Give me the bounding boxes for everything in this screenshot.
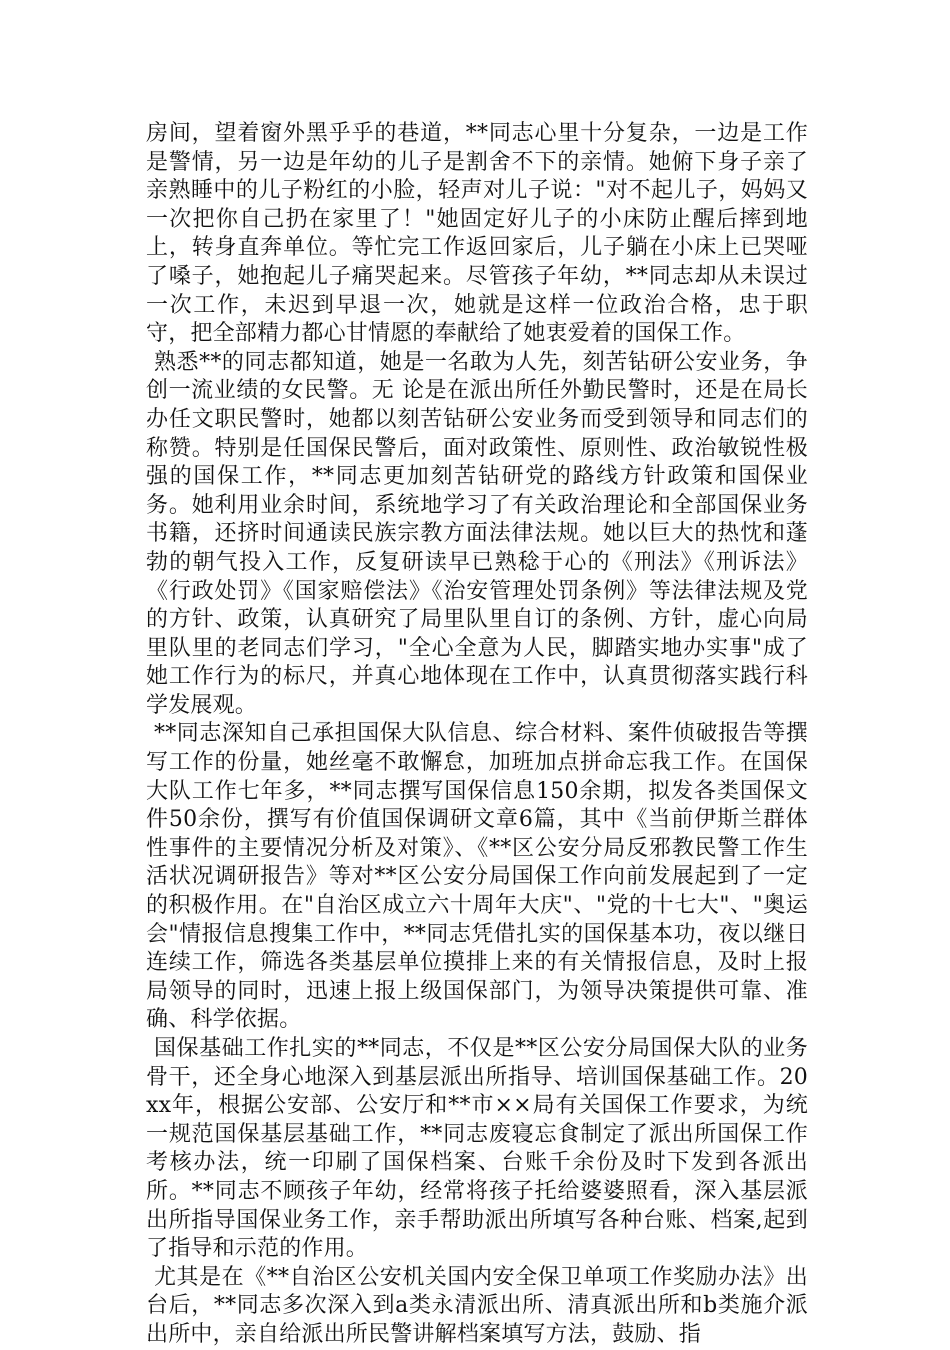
document-body [146,120,808,1350]
paragraph-4: 国保基础工作扎实的**同志，不仅是**区公安分局国保大队的业务骨干，还全身心地深入到基层派出所指导、培训国保基础工作。20xx年，根据公安部、公安厅和**市××局有关国保工作要求，为统一规范国保基层基础工作，**同志废寝忘食制定了派出所国保工作考核办法，统一印刷了国保档案、台账千余份及时下发到各派出所。**同志不顾孩子年幼，经常将孩子托给婆婆照看，深入基层派出所指导国保业务工作，亲手帮助派出所填写各种台账、档案,起到了指导和示范的作用。 [146,1036,808,1262]
paragraph-2: 熟悉**的同志都知道，她是一名敢为人先，刻苦钻研公安业务，争创一流业绩的女民警。无 论是在派出所任外勤民警时，还是在局长办任文职民警时，她都以刻苦钻研公安业务而受到领导和同志们的称赞。特别是任国保民警后，面对政策性、原则性、政治敏锐性极强的国保工作，**同志更加刻苦钻研党的路线方针政策和国保业务。她利用业余时间，系统地学习了有关政治理论和全部国保业务书籍，还挤时间通读民族宗教方面法律法规。她以巨大的热忱和蓬勃的朝气投入工作，反复研读早已熟稔于心的《刑法》《刑诉法》《行政处罚》《国家赔偿法》《治安管理处罚条例》等法律法规及党的方针、政策，认真研究了局里队里自订的条例、方针，虚心向局里队里的老同志们学习，"全心全意为人民，脚踏实地办实事"成了她工作行为的标尺，并真心地体现在工作中，认真贯彻落实践行科学发展观。 [146,349,808,718]
paragraph-3: **同志深知自己承担国保大队信息、综合材料、案件侦破报告等撰写工作的份量，她丝毫不敢懈怠，加班加点拼命忘我工作。在国保大队工作七年多，**同志撰写国保信息150余期，拟发各类国保文件50余份，撰写有价值国保调研文章6篇，其中《当前伊斯兰群体性事件的主要情况分析及对策》、《**区公安分局反邪教民警工作生活状况调研报告》等对**区公安分局国保工作向前发展起到了一定的积极作用。在"自治区成立六十周年大庆"、"党的十七大"、"奥运会"情报信息搜集工作中，**同志凭借扎实的国保基本功，夜以继日连续工作，筛选各类基层单位摸排上来的有关情报信息，及时上报局领导的同时，迅速上报上级国保部门，为领导决策提供可靠、准确、科学依据。 [146,721,808,1033]
paragraph-1: 房间，望着窗外黑乎乎的巷道，**同志心里十分复杂，一边是工作是警情，另一边是年幼的儿子是割舍不下的亲情。她俯下身子亲了亲熟睡中的儿子粉红的小脸，轻声对儿子说："对不起儿子，妈妈又一次把你自己扔在家里了！"她固定好儿子的小床防止醒后摔到地上，转身直奔单位。等忙完工作返回家后，儿子躺在小床上已哭哑了嗓子，她抱起儿子痛哭起来。尽管孩子年幼，**同志却从未误过一次工作，未迟到早退一次，她就是这样一位政治合格，忠于职守，把全部精力都心甘情愿的奉献给了她衷爱着的国保工作。 [146,121,808,347]
paragraph-5: 尤其是在《**自治区公安机关国内安全保卫单项工作奖励办法》出台后，**同志多次深入到a类永清派出所、清真派出所和b类施介派出所中，亲自给派出所民警讲解档案填写方法，鼓励、指 [146,1264,808,1347]
